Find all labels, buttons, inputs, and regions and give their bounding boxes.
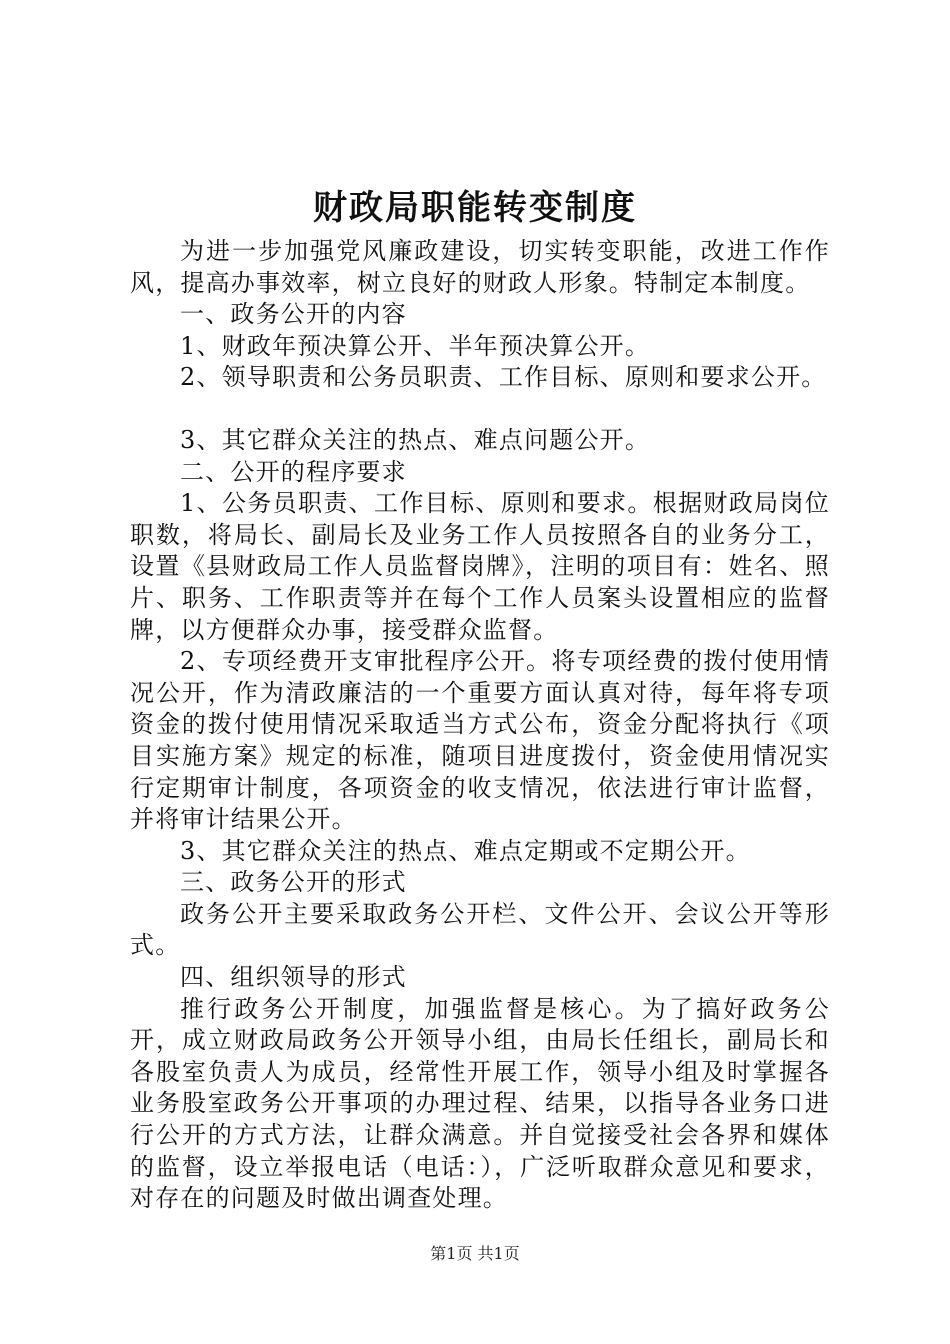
body-paragraph: 1、公务员职责、工作目标、原则和要求。根据财政局岗位职数，将局长、副局长及业务工作人员按照各自的业务分工，设置《县财政局工作人员监督岗牌》，注明的项目有：姓名、照片、职务、工作职责等并在每个工作人员案头设置相应的监督牌，以方便群众办事，接受群众监督。: [130, 489, 830, 644]
section-heading-4: 四、组织领导的形式: [180, 963, 407, 992]
document-body: [130, 236, 830, 1215]
blank-line: [130, 394, 830, 425]
list-item: 3、其它群众关注的热点、难点定期或不定期公开。: [180, 836, 751, 865]
list-item: 1、财政年预决算公开、半年预决算公开。: [180, 331, 651, 360]
body-paragraph: 2、专项经费开支审批程序公开。将专项经费的拨付使用情况公开，作为清政廉洁的一个重要方面认真对待，每年将专项资金的拨付使用情况采取适当方式公布，资金分配将执行《项目实施方案》规定的标准，随项目进度拨付，资金使用情况实行定期审计制度，各项资金的收支情况，依法进行审计监督，并将审计结果公开。: [130, 647, 830, 834]
intro-paragraph: 为进一步加强党风廉政建设，切实转变职能，改进工作作风，提高办事效率，树立良好的财政人形象。特制定本制度。: [130, 237, 830, 297]
list-item: 2、领导职责和公务员职责、工作目标、原则和要求公开。: [180, 363, 827, 392]
section-heading-2: 二、公开的程序要求: [180, 457, 407, 486]
body-paragraph: 政务公开主要采取政务公开栏、文件公开、会议公开等形式。: [130, 899, 830, 960]
body-paragraph: 推行政务公开制度，加强监督是核心。为了搞好政务公开，成立财政局政务公开领导小组，由局长任组长，副局长和各股室负责人为成员，经常性开展工作，领导小组及时掌握各业务股室政务公开事项的办理过程、结果，以指导各业务口进行公开的方式方法，让群众满意。并自觉接受社会各界和媒体的监督，设立举报电话（电话：），广泛听取群众意见和要求，对存在的问题及时做出调查处理。: [130, 994, 830, 1213]
section-heading-1: 一、政务公开的内容: [180, 300, 407, 329]
page-number-footer: 第1页 共1页: [430, 1244, 520, 1263]
list-item: 3、其它群众关注的热点、难点问题公开。: [180, 425, 651, 454]
section-heading-3: 三、政务公开的形式: [180, 868, 407, 897]
document-title: 财政局职能转变制度: [313, 188, 637, 228]
